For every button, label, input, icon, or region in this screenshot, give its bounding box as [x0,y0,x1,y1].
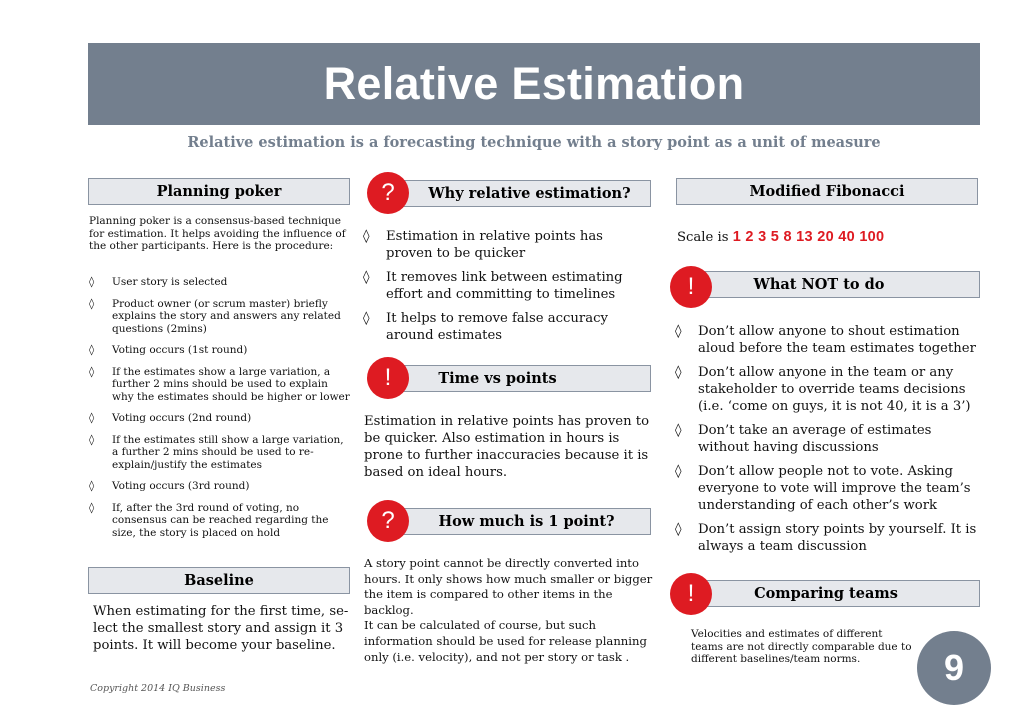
list-item: ◊ Voting occurs (1st round) [89,344,351,357]
baseline-heading: Baseline [184,572,254,589]
fibonacci-heading: Modified Fibonacci [749,183,905,200]
exclamation-icon: ! [367,357,409,399]
list-item: ◊ Don’t allow anyone to shout estimation aloud before the team estimates together [675,323,981,357]
what-not-header [688,271,980,298]
fibonacci-header [676,178,978,205]
scale-values: 1 2 3 5 8 13 20 40 100 [732,229,885,245]
list-item: ◊ It removes link between estimating effort and committing to timelines [363,269,651,303]
list-item: ◊ If the estimates still show a large variation, a further 2 mins should be used to re-explain/justify the estimates [89,434,351,472]
list-item: ◊ Estimation in relative points has proven to be quicker [363,228,651,262]
one-point-paragraph: It can be calculated of course, but such information should be used for release planning only (i.e. velocity), and not per story or task . [364,618,647,664]
copyright: Copyright 2014 IQ Business [90,683,226,694]
time-vs-points-text: Estimation in relative points has proven to be quicker. Also estimation in hours is prone to further inaccuracies because it is based on ideal hours. [364,414,650,480]
list-item: ◊ If, after the 3rd round of voting, no consensus can be reached regarding the size, the story is placed on hold [89,502,351,540]
list-item: ◊ Don’t allow people not to vote. Asking everyone to vote will improve the team’s understanding of each other’s work [675,463,981,514]
planning-poker-heading: Planning poker [156,183,282,200]
planning-poker-list [89,276,351,547]
fibonacci-scale [677,229,977,246]
exclamation-icon: ! [670,266,712,308]
one-point-header [388,508,651,535]
page-number-badge: 9 [917,631,991,705]
one-point-paragraph: A story point cannot be directly converted into hours. It only shows how much smaller or bigger the item is compared to other items in the backlog. [364,556,653,617]
planning-poker-intro: Planning poker is a consensus-based technique for estimation. It helps avoiding the influence of the other participants. Here is the procedure: [89,215,346,252]
list-item: ◊ Voting occurs (3rd round) [89,480,351,493]
comparing-text: Velocities and estimates of different teams are not directly comparable due to different baselines/team norms. [691,628,912,665]
time-vs-points-header [388,365,651,392]
baseline-text: When estimating for the first time, se-lect the smallest story and assign it 3 points. It will become your baseline. [93,604,349,653]
question-icon: ? [367,500,409,542]
scale-label: Scale is [677,230,729,245]
one-point-text [364,556,654,665]
page-title: Relative Estimation [323,58,745,109]
why-relative-heading: Why relative estimation? [428,185,631,202]
time-vs-points-heading: Time vs points [438,370,557,387]
planning-poker-header [88,178,350,205]
why-relative-list [363,228,651,351]
list-item: ◊ Don’t take an average of estimates without having discussions [675,422,981,456]
exclamation-icon: ! [670,573,712,615]
why-relative-header [388,180,651,207]
list-item: ◊ User story is selected [89,276,351,289]
list-item: ◊ Don’t allow anyone in the team or any stakeholder to override teams decisions (i.e. ‘come on guys, it is not 40, it is a 3’) [675,364,981,415]
list-item: ◊ It helps to remove false accuracy around estimates [363,310,651,344]
question-icon: ? [367,172,409,214]
list-item: ◊ Don’t assign story points by yourself. It is always a team discussion [675,521,981,555]
list-item: ◊ Voting occurs (2nd round) [89,412,351,425]
list-item: ◊ Product owner (or scrum master) briefly explains the story and answers any related questions (2mins) [89,298,351,336]
comparing-heading: Comparing teams [754,585,898,602]
comparing-header [688,580,980,607]
title-banner [88,43,980,125]
list-item: ◊ If the estimates show a large variation, a further 2 mins should be used to explain why the estimates should be higher or lower [89,366,351,404]
what-not-list [675,323,981,562]
what-not-heading: What NOT to do [753,276,885,293]
one-point-heading: How much is 1 point? [438,513,615,530]
baseline-header [88,567,350,594]
page-subtitle: Relative estimation is a forecasting technique with a story point as a unit of measure [187,134,881,151]
